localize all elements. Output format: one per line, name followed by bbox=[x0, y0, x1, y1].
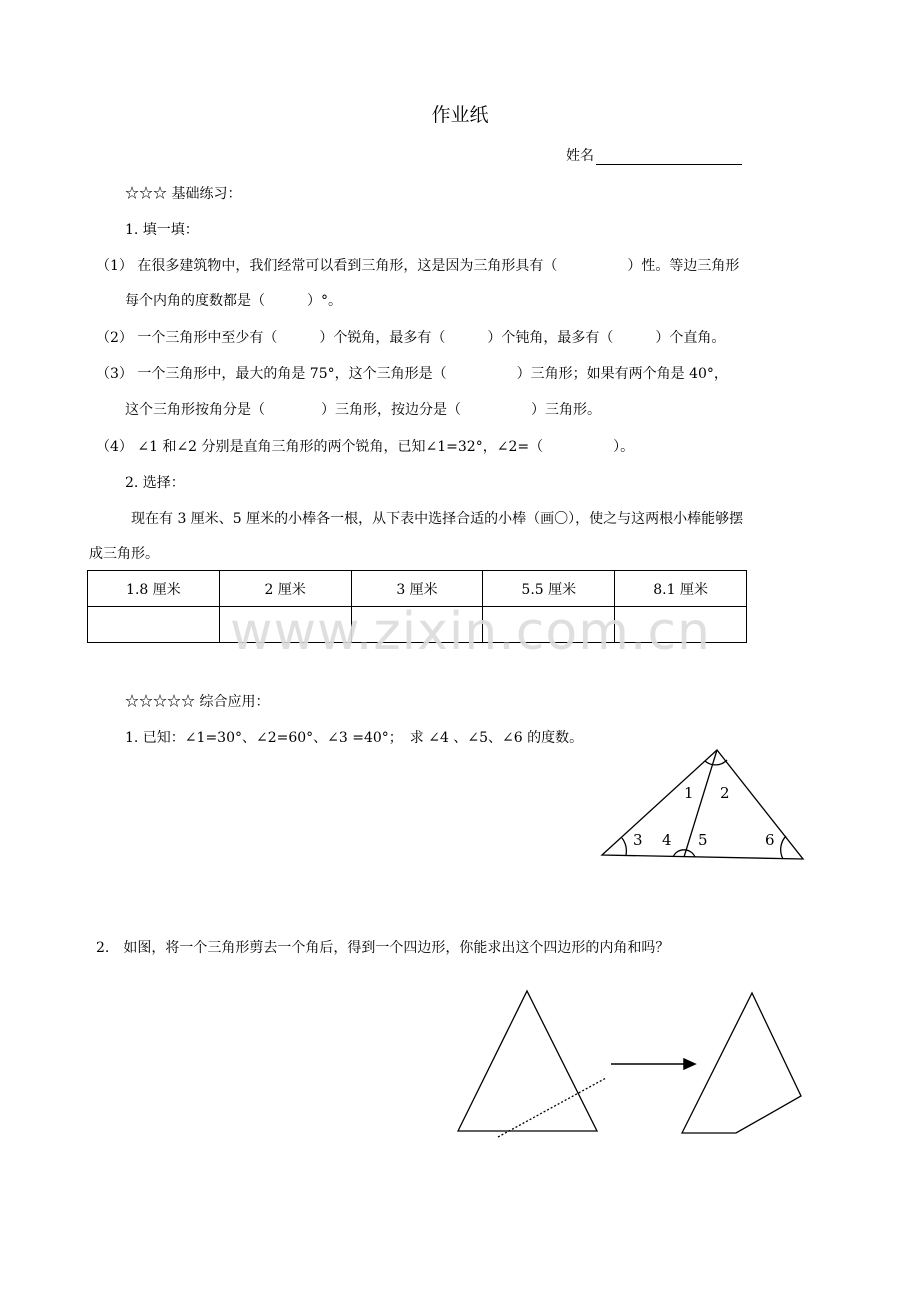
watermark: www.zixin.com.cn bbox=[230, 602, 711, 662]
cut-triangle-figure bbox=[458, 991, 606, 1137]
section2-heading: ☆☆☆☆☆ 综合应用： bbox=[125, 694, 270, 710]
angle-label-1: 1 bbox=[684, 784, 694, 802]
angle-label-4: 4 bbox=[662, 831, 672, 849]
q1-4-line: （4） ∠1 和∠2 分别是直角三角形的两个锐角，已知∠1=32°，∠2=（ ）。 bbox=[96, 439, 635, 455]
q2-text-a: 现在有 3 厘米、5 厘米的小棒各一根，从下表中选择合适的小棒（画〇），使之与这两根小棒能够摆 bbox=[131, 511, 744, 527]
page-title: 作业纸 bbox=[431, 104, 489, 126]
angle-label-2: 2 bbox=[720, 784, 730, 802]
original-triangle bbox=[458, 991, 597, 1131]
option-cell: 1.8 厘米 bbox=[88, 571, 220, 607]
angle-label-3: 3 bbox=[633, 831, 643, 849]
arrow-icon bbox=[611, 1059, 695, 1069]
q2-text-b: 成三角形。 bbox=[89, 546, 159, 562]
cut-line bbox=[498, 1078, 606, 1137]
section1-heading: ☆☆☆ 基础练习： bbox=[125, 186, 242, 202]
option-cell: 8.1 厘米 bbox=[615, 571, 747, 607]
q1-3-line-a: （3） 一个三角形中，最大的角是 75°，这个三角形是（ ）三角形；如果有两个角是 40°， bbox=[96, 366, 728, 382]
name-label: 姓名 bbox=[566, 148, 594, 164]
quadrilateral-shape bbox=[682, 993, 801, 1133]
q1-3-line-b: 这个三角形按角分是（ ）三角形，按边分是（ ）三角形。 bbox=[125, 402, 601, 418]
arc-3 bbox=[622, 838, 626, 855]
arc-top bbox=[705, 760, 727, 765]
q1-1-line-b: 每个内角的度数都是（ ）°。 bbox=[125, 293, 342, 309]
s2-q1-line: 1. 已知：∠1=30°、∠2=60°、∠3 =40°； 求 ∠4 、∠5、∠6 的度数。 bbox=[125, 730, 584, 746]
q2-label: 2. 选择： bbox=[125, 475, 185, 491]
option-cell: 5.5 厘米 bbox=[483, 571, 615, 607]
q1-1-line-a: （1） 在很多建筑物中，我们经常可以看到三角形，这是因为三角形具有（ ）性。等边三角形 bbox=[96, 258, 740, 274]
q1-2-line: （2） 一个三角形中至少有（ ）个锐角，最多有（ ）个钝角，最多有（ ）个直角。 bbox=[96, 330, 726, 346]
q1-label: 1. 填一填： bbox=[125, 222, 199, 238]
option-cell: 2 厘米 bbox=[219, 571, 351, 607]
arc-6 bbox=[781, 836, 786, 859]
angle-label-6: 6 bbox=[765, 831, 775, 849]
s2-q2-line: 2. 如图，将一个三角形剪去一个角后，得到一个四边形，你能求出这个四边形的内角和吗？ bbox=[96, 940, 670, 956]
angle-label-5: 5 bbox=[698, 831, 708, 849]
option-cell: 3 厘米 bbox=[351, 571, 483, 607]
